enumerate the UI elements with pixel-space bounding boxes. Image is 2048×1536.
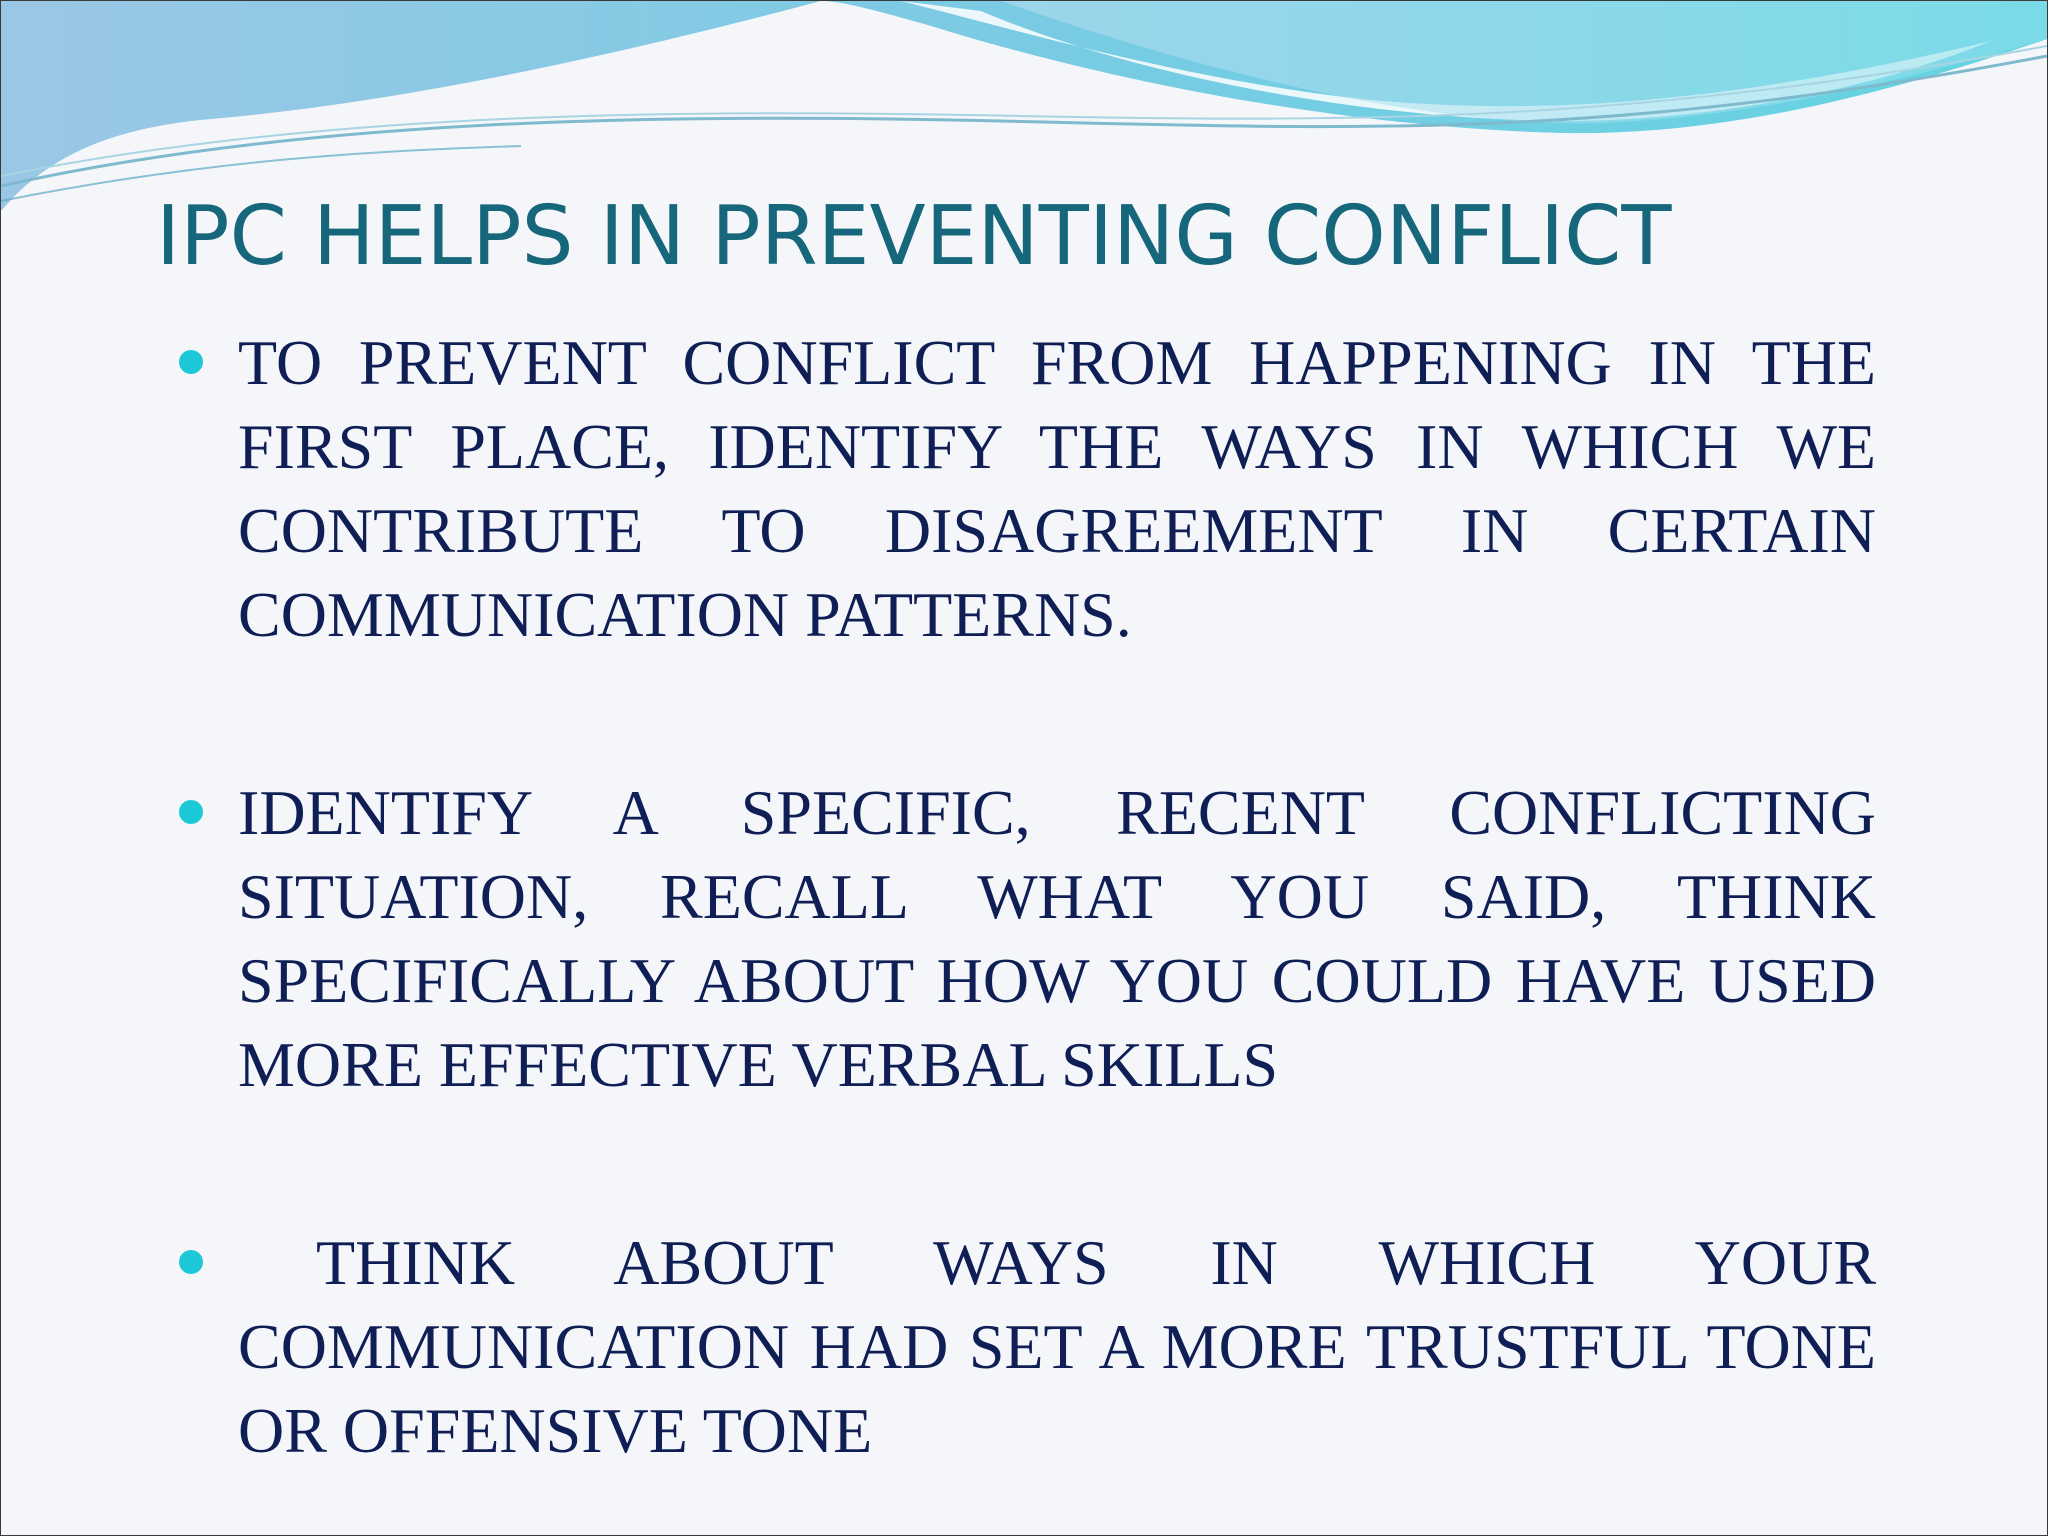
bullet-item xyxy=(171,1221,1876,1473)
bullet-icon xyxy=(179,350,203,374)
slide-title: IPC HELPS IN PREVENTING CONFLICT xyxy=(156,189,1672,284)
bullet-item xyxy=(171,321,1876,657)
bullet-text: THINK ABOUT WAYS IN WHICH YOUR COMMUNICATION HAD SET A MORE TRUSTFUL TONE OR OFFENSIVE TONE xyxy=(238,1227,1876,1466)
bullet-list xyxy=(171,321,1876,1473)
bullet-icon xyxy=(179,1250,203,1274)
bullet-text: IDENTIFY A SPECIFIC, RECENT CONFLICTING SITUATION, RECALL WHAT YOU SAID, THINK SPECIFICALLY ABOUT HOW YOU COULD HAVE USED MORE EFFECTIVE VERBAL SKILLS xyxy=(238,777,1876,1100)
bullet-text: TO PREVENT CONFLICT FROM HAPPENING IN THE FIRST PLACE, IDENTIFY THE WAYS IN WHICH WE CONTRIBUTE TO DISAGREEMENT IN CERTAIN COMMUNICATION PATTERNS. xyxy=(238,327,1876,650)
bullet-icon xyxy=(179,800,203,824)
bullet-item xyxy=(171,771,1876,1107)
